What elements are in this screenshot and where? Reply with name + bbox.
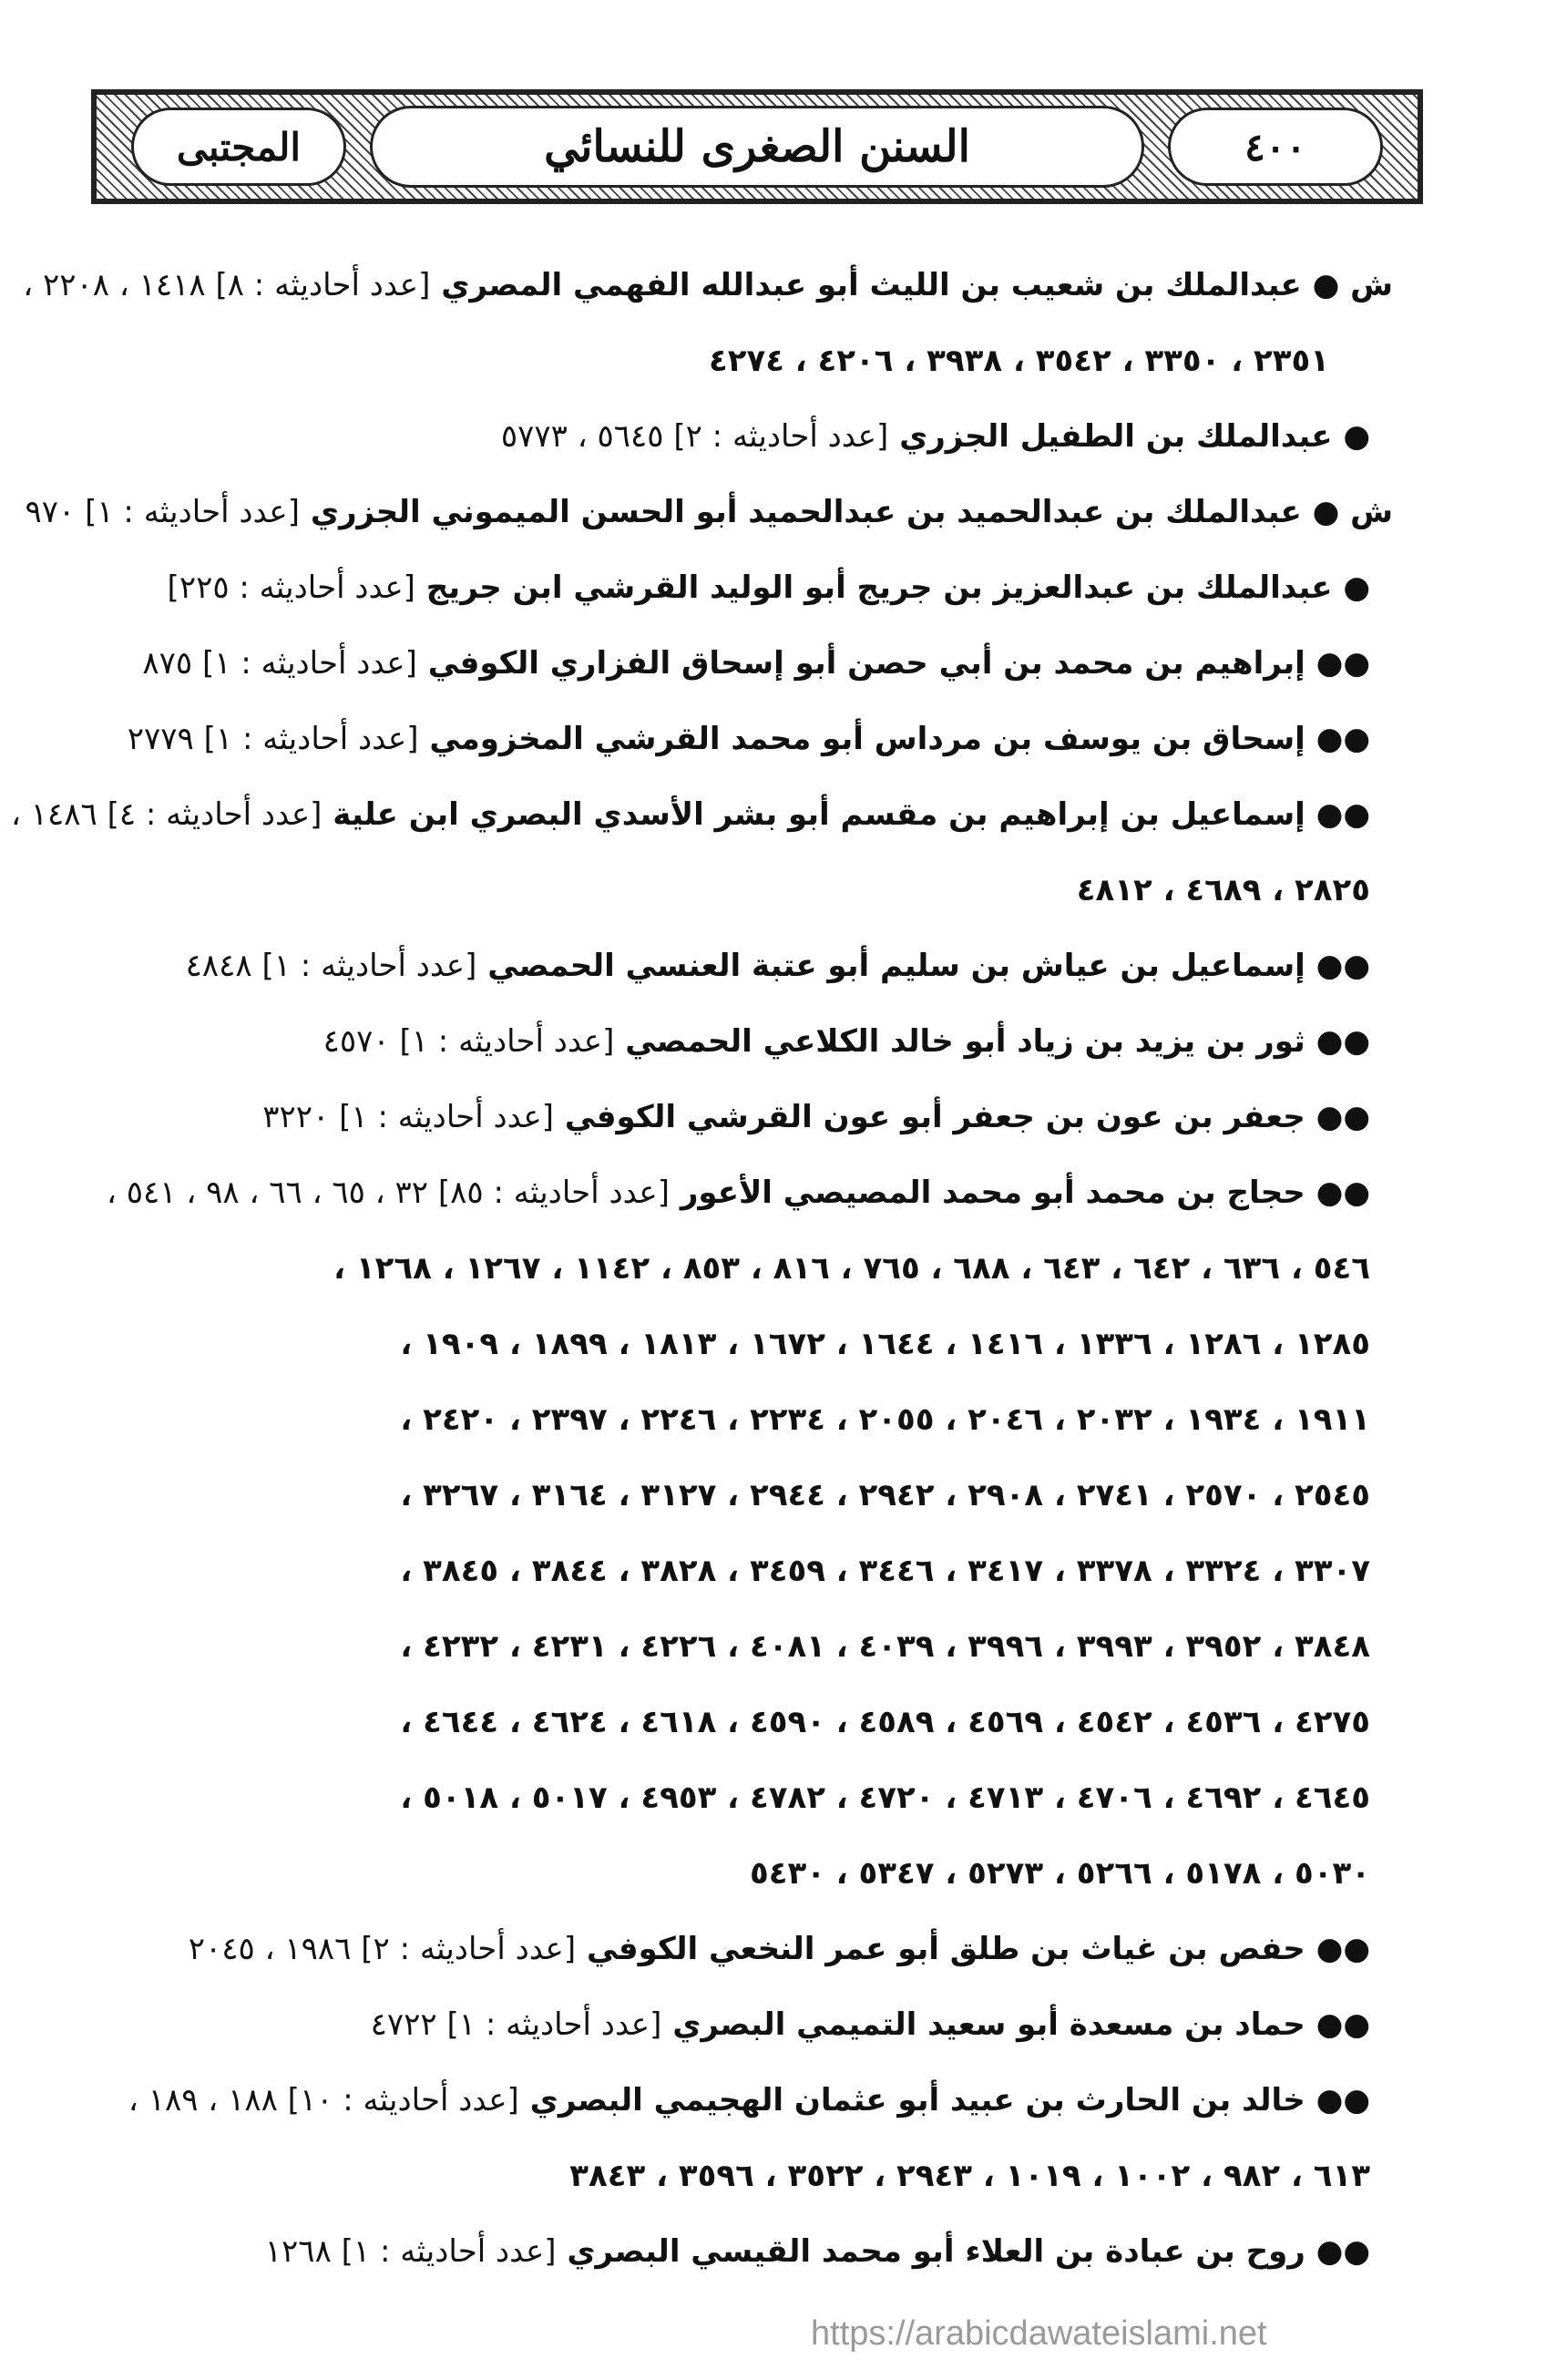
reference-continuation: ٥٠٣٠ ، ٥١٧٨ ، ٥٢٦٦ ، ٥٢٧٣ ، ٥٣٤٧ ، ٥٤٣٠ [749, 1855, 1370, 1892]
hadith-references: [عدد أحاديثه : ١] ٩٧٠ [25, 494, 300, 530]
hadith-references: [عدد أحاديثه : ٨] ١٤١٨ ، ٢٢٠٨ ، [23, 267, 431, 303]
entry-marker: ●● [1316, 645, 1370, 682]
entry-marker: ●● [1316, 2233, 1370, 2270]
entry-line [118, 550, 1370, 626]
hadith-references: [عدد أحاديثه : ١] ٤٥٧٠ [323, 1023, 615, 1060]
narrator-name: إسماعيل بن إبراهيم بن مقسم أبو بشر الأسدي البصري ابن علية [333, 796, 1305, 833]
narrator-name: ثور بن يزيد بن زياد أبو خالد الكلاعي الحمصي [625, 1023, 1305, 1060]
entry-line [118, 399, 1370, 475]
hadith-references: [عدد أحاديثه : ١] ٢٧٧٩ [127, 721, 419, 757]
reference-continuation: ١٢٨٥ ، ١٢٨٦ ، ١٣٣٦ ، ١٤١٦ ، ١٦٤٤ ، ١٦٧٢ ، ١٨١٣ ، ١٨٩٩ ، ١٩٠٩ ، [400, 1326, 1370, 1362]
narrator-entry [118, 928, 1420, 1004]
reference-continuation: ٣٣٠٧ ، ٣٣٢٤ ، ٣٣٧٨ ، ٣٤١٧ ، ٣٤٤٦ ، ٣٤٥٩ ، ٣٨٢٨ ، ٣٨٤٤ ، ٣٨٤٥ ، [400, 1553, 1370, 1589]
narrator-entry [118, 626, 1420, 702]
narrator-entry [10, 777, 1420, 928]
entry-line [118, 928, 1370, 1004]
entry-marker: ●● [1316, 1175, 1370, 1211]
narrator-name: حماد بن مسعدة أبو سعيد التميمي البصري [672, 2006, 1305, 2043]
entry-marker: ● [1343, 569, 1370, 606]
entry-line [118, 1004, 1370, 1080]
reference-continuation: ٢٨٢٥ ، ٤٦٨٩ ، ٤٨١٢ [1076, 872, 1370, 908]
hadith-references: [عدد أحاديثه : ٨٥] ٣٢ ، ٦٥ ، ٦٦ ، ٩٨ ، ٥٤١ ، [106, 1175, 670, 1211]
entry-marker: ●● [1316, 948, 1370, 984]
narrator-name: عبدالملك بن عبدالعزيز بن جريج أبو الوليد القرشي ابن جريج [425, 569, 1333, 606]
reference-continuation: ٤٢٧٥ ، ٤٥٣٦ ، ٤٥٤٢ ، ٤٥٦٩ ، ٤٥٨٩ ، ٤٥٩٠ ، ٤٦١٨ ، ٤٦٢٤ ، ٤٦٤٤ ، [400, 1704, 1370, 1740]
entry-marker: ●● [1316, 2082, 1370, 2118]
narrator-name: جعفر بن عون بن جعفر أبو عون القرشي الكوفي [564, 1099, 1305, 1135]
reference-continuation: ٢٣٥١ ، ٣٣٥٠ ، ٣٥٤٢ ، ٣٩٣٨ ، ٤٢٠٦ ، ٤٢٧٤ [708, 343, 1329, 379]
hadith-references: [عدد أحاديثه : ١] ٣٢٢٠ [262, 1099, 554, 1135]
entry-line [10, 777, 1370, 853]
entry-line [118, 1080, 1370, 1155]
narrator-index [10, 248, 1420, 2290]
reference-continuation: ٦١٣ ، ٩٨٢ ، ١٠٠٢ ، ١٠١٩ ، ٢٩٤٣ ، ٣٥٢٢ ، ٣٥٩٦ ، ٣٨٤٣ [569, 2158, 1370, 2194]
narrator-entry [106, 1155, 1420, 1912]
entry-line [118, 2214, 1370, 2290]
entry-marker: ● [1343, 418, 1370, 455]
hadith-references: [عدد أحاديثه : ١] ١٢٦٨ [264, 2233, 557, 2270]
entry-line [25, 475, 1393, 550]
narrator-entry [118, 1080, 1420, 1155]
narrator-name: حفص بن غياث بن طلق أبو عمر النخعي الكوفي [586, 1931, 1305, 1967]
entry-marker: ●● [1316, 796, 1370, 833]
narrator-entry [118, 1004, 1420, 1080]
hadith-references: [عدد أحاديثه : ٢٢٥] [167, 569, 415, 606]
entry-line [118, 1912, 1370, 1987]
narrator-entry [25, 475, 1420, 550]
narrator-entry [23, 248, 1420, 399]
hadith-references: [عدد أحاديثه : ٢] ١٩٨٦ ، ٢٠٤٥ [188, 1931, 577, 1967]
narrator-entry [118, 2214, 1420, 2290]
entry-marker: ش ● [1312, 267, 1393, 303]
narrator-name: عبدالملك بن شعيب بن الليث أبو عبدالله الفهمي المصري [441, 267, 1302, 303]
header-badge-text: المجتبى [176, 124, 302, 169]
watermark: https://arabicdawateislami.net [811, 2314, 1267, 2353]
hadith-references: [عدد أحاديثه : ٢] ٥٦٤٥ ، ٥٧٧٣ [500, 418, 889, 455]
entry-marker: ●● [1316, 721, 1370, 757]
entry-marker: ●● [1316, 2006, 1370, 2043]
narrator-name: إسحاق بن يوسف بن مرداس أبو محمد القرشي المخزومي [429, 721, 1305, 757]
narrator-name: خالد بن الحارث بن عبيد أبو عثمان الهجيمي البصري [529, 2082, 1305, 2118]
hadith-references: [عدد أحاديثه : ١] ٨٧٥ [142, 645, 417, 682]
hadith-references: [عدد أحاديثه : ١] ٤٧٢٢ [370, 2006, 662, 2043]
entry-marker: ش ● [1312, 494, 1393, 530]
page-title: السنن الصغرى للنسائي [544, 121, 970, 172]
entry-line [23, 248, 1393, 323]
narrator-entry [118, 550, 1420, 626]
page-number: ٤٠٠ [1244, 124, 1306, 169]
narrator-name: عبدالملك بن الطفيل الجزري [899, 418, 1333, 455]
page-header [91, 89, 1423, 204]
narrator-entry [118, 2063, 1420, 2214]
narrator-name: عبدالملك بن عبدالحميد بن عبدالحميد أبو الحسن الميموني الجزري [310, 494, 1302, 530]
narrator-entry [118, 1912, 1420, 1987]
reference-continuation: ٥٤٦ ، ٦٣٦ ، ٦٤٢ ، ٦٤٣ ، ٦٨٨ ، ٧٦٥ ، ٨١٦ ، ٨٥٣ ، ١١٤٢ ، ١٢٦٧ ، ١٢٦٨ ، [333, 1250, 1370, 1287]
narrator-entry [118, 702, 1420, 777]
narrator-name: روح بن عبادة بن العلاء أبو محمد القيسي البصري [567, 2233, 1305, 2270]
narrator-name: حجاج بن محمد أبو محمد المصيصي الأعور [680, 1175, 1305, 1211]
entry-marker: ●● [1316, 1931, 1370, 1967]
narrator-name: إبراهيم بن محمد بن أبي حصن أبو إسحاق الفزاري الكوفي [427, 645, 1305, 682]
hadith-references: [عدد أحاديثه : ١٠] ١٨٨ ، ١٨٩ ، [128, 2082, 519, 2118]
entry-line [106, 1155, 1370, 1231]
reference-continuation: ١٩١١ ، ١٩٣٤ ، ٢٠٣٢ ، ٢٠٤٦ ، ٢٠٥٥ ، ٢٢٣٤ ، ٢٢٤٦ ، ٢٣٩٧ ، ٢٤٢٠ ، [400, 1401, 1370, 1438]
hadith-references: [عدد أحاديثه : ٤] ١٤٨٦ ، [10, 796, 323, 833]
entry-line [118, 626, 1370, 702]
narrator-name: إسماعيل بن عياش بن سليم أبو عتبة العنسي الحمصي [487, 948, 1305, 984]
entry-marker: ●● [1316, 1023, 1370, 1060]
narrator-entry [118, 1987, 1420, 2063]
entry-line [118, 2063, 1370, 2139]
reference-continuation: ٤٦٤٥ ، ٤٦٩٢ ، ٤٧٠٦ ، ٤٧١٣ ، ٤٧٢٠ ، ٤٧٨٢ ، ٤٩٥٣ ، ٥٠١٧ ، ٥٠١٨ ، [400, 1780, 1370, 1816]
header-title-frame [370, 106, 1144, 188]
entry-line [118, 1987, 1370, 2063]
entry-line [118, 702, 1370, 777]
page-number-frame [1168, 108, 1383, 186]
reference-continuation: ٣٨٤٨ ، ٣٩٥٢ ، ٣٩٩٣ ، ٣٩٩٦ ، ٤٠٣٩ ، ٤٠٨١ ، ٤٢٢٦ ، ٤٢٣١ ، ٤٢٣٢ ، [400, 1628, 1370, 1665]
hadith-references: [عدد أحاديثه : ١] ٤٨٤٨ [185, 948, 477, 984]
header-badge [131, 108, 346, 186]
entry-marker: ●● [1316, 1099, 1370, 1135]
reference-continuation: ٢٥٤٥ ، ٢٥٧٠ ، ٢٧٤١ ، ٢٩٠٨ ، ٢٩٤٢ ، ٢٩٤٤ ، ٣١٢٧ ، ٣١٦٤ ، ٣٢٦٧ ، [400, 1477, 1370, 1513]
narrator-entry [118, 399, 1420, 475]
